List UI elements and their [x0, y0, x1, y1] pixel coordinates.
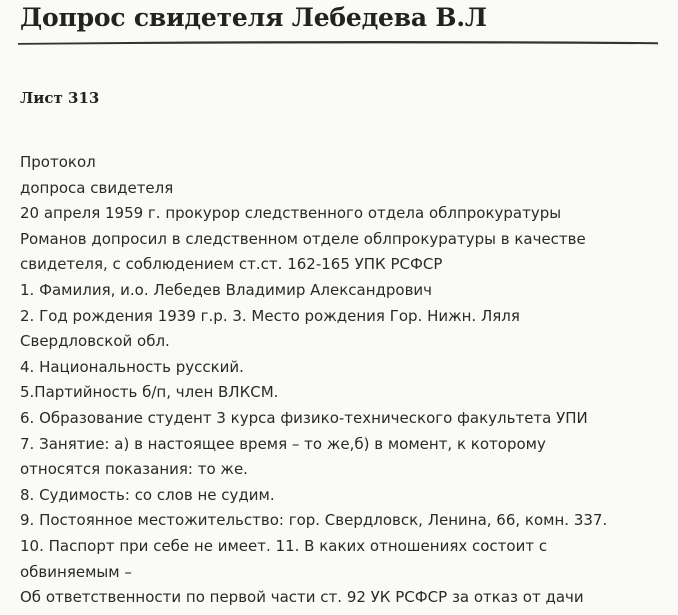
text-line: 8. Судимость: со слов не судим.	[20, 485, 275, 504]
text-line: 2. Год рождения 1939 г.р. 3. Место рождения Гор. Нижн. Ляля	[20, 306, 520, 325]
text-line: относятся показания: то же.	[20, 460, 248, 479]
text-line: свидетеля, с соблюдением ст.ст. 162-165 УПК РСФСР	[20, 255, 443, 274]
text-line: 1. Фамилия, и.о. Лебедев Владимир Александрович	[20, 280, 433, 299]
text-line: 7. Занятие: а) в настоящее время – то же,б) в момент, к которому	[20, 434, 546, 453]
text-line: Свердловской обл.	[20, 332, 170, 351]
sheet-number: Лист 313	[20, 89, 100, 107]
page-title: Допрос свидетеля Лебедева В.Л	[20, 3, 487, 32]
text-line: 6. Образование студент 3 курса физико-технического факультета УПИ	[20, 408, 588, 427]
text-line: обвиняемым –	[20, 562, 132, 581]
protocol-text	[20, 150, 678, 611]
text-line: 9. Постоянное местожительство: гор. Свердловск, Ленина, 66, комн. 337.	[20, 511, 608, 530]
text-line: 20 апреля 1959 г. прокурор следственного отдела облпрокуратуры	[20, 204, 562, 223]
text-line: 10. Паспорт при себе не имеет. 11. В каких отношениях состоит с	[20, 536, 548, 555]
text-line: допроса свидетеля	[20, 178, 174, 197]
text-line: Об ответственности по первой части ст. 92 УК РСФСР за отказ от дачи	[20, 588, 584, 607]
text-line: 5.Партийность б/п, член ВЛКСМ.	[20, 383, 279, 402]
text-line: 4. Национальность русский.	[20, 357, 244, 376]
text-line: Протокол	[20, 153, 96, 171]
title-underline	[18, 38, 658, 48]
text-line: Романов допросил в следственном отделе облпрокуратуры в качестве	[20, 229, 586, 248]
